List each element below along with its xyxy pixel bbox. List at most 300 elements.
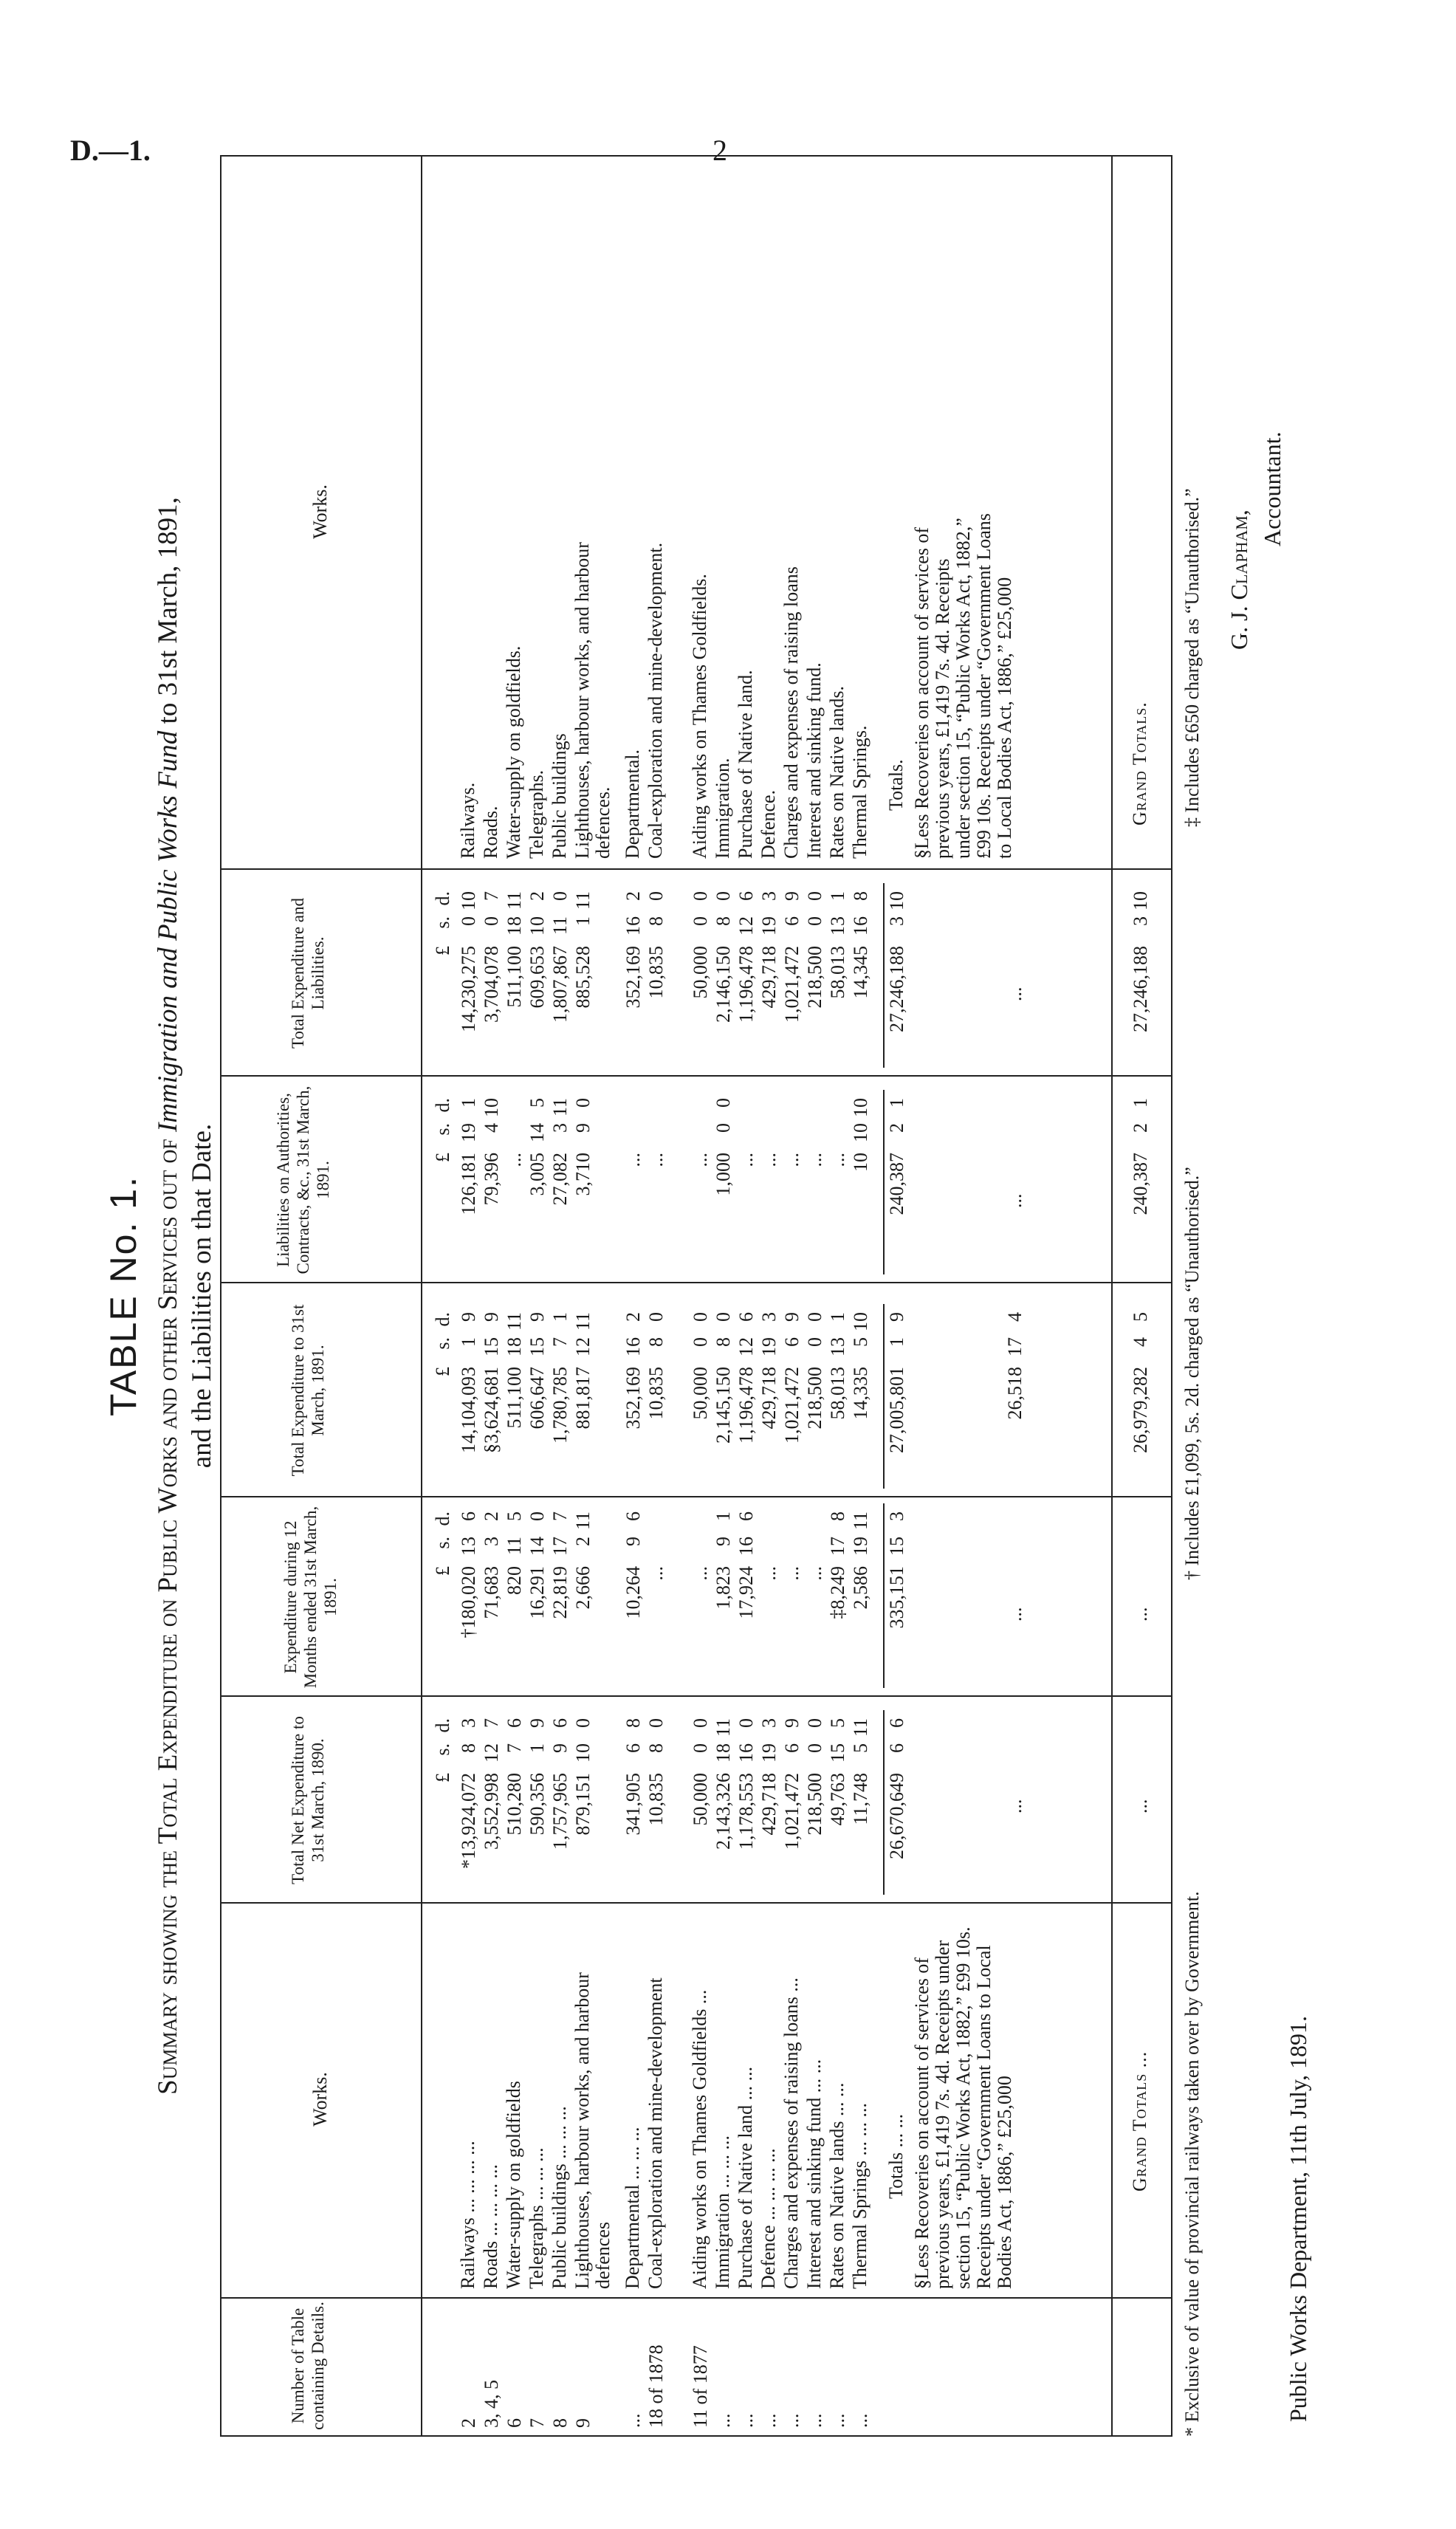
empty-cell-ellipsis: ... [1004, 1799, 1026, 1813]
works-cell: Rates on Native lands ... ... [826, 2082, 848, 2289]
col-divider [222, 1496, 1171, 1497]
amount-pence: 1 [886, 1098, 907, 1108]
amount-shillings: 8 [458, 1743, 479, 1753]
grand-total-liabilities [1130, 891, 1152, 1075]
header-works: Works. [309, 2072, 331, 2127]
total-cell [758, 1312, 780, 1496]
amount-shillings: 6 [622, 1743, 644, 1753]
amount-pounds: 2,586 [850, 1566, 871, 1610]
tl-cell [458, 891, 480, 1075]
caption-line-2: and the Liabilities on that Date. [187, 1123, 217, 1469]
amount-pence: 1 [1130, 1098, 1151, 1108]
header-table-number: Number of Table containing Details. [289, 2302, 327, 2430]
amount-pence: 9 [526, 1718, 548, 1728]
amount-shillings: 0 [712, 1123, 734, 1133]
amount-pence: 0 [526, 1511, 548, 1521]
amount-pounds: 1,000 [712, 1153, 734, 1196]
amount-pence: 6 [735, 1312, 757, 1322]
liab-cell [827, 1098, 849, 1282]
amount-pounds: 429,718 [758, 1773, 780, 1836]
amount-shillings: 11 [504, 1537, 525, 1556]
footnote-double-dagger: ‡ Includes £650 charged as “Unauthorised.” [1181, 488, 1203, 827]
sum-rule [883, 1503, 885, 1688]
rotated-table-page [74, 155, 1418, 2437]
total-cell [804, 1312, 826, 1496]
totals-label: Totals ... ... [885, 2113, 907, 2199]
grand-total [1130, 1312, 1152, 1496]
exp-cell [572, 1511, 594, 1695]
liab-cell [572, 1098, 594, 1282]
exp-cell [481, 1511, 503, 1695]
amount-pence: 10 [458, 891, 479, 910]
works-right-cell: Immigration. [712, 758, 733, 859]
tl-cell [804, 891, 826, 1075]
exp-cell [458, 1511, 480, 1695]
empty-cell-ellipsis: ... [1004, 986, 1026, 1001]
caption-fund-name: Immigration and Public Works Fund [153, 730, 183, 1133]
unit-d: d. [432, 1511, 453, 1526]
amount-shillings: 9 [572, 1123, 594, 1133]
liab-cell [712, 1098, 735, 1282]
table-number-cell: ... [827, 2413, 848, 2428]
amount-shillings: 19 [850, 1537, 871, 1556]
amount-shillings: 5 [850, 1337, 871, 1347]
exp-cell [735, 1511, 758, 1695]
works-cell: Telegraphs ... ... ... [526, 2147, 547, 2289]
amount-shillings: 6 [781, 916, 803, 926]
amount-pence: 11 [572, 891, 594, 910]
amount-pounds: 1,178,553 [735, 1773, 757, 1850]
tl-cell [758, 891, 780, 1075]
amount-pounds: 1,021,472 [781, 1367, 803, 1444]
amount-pence: 1 [549, 1312, 571, 1322]
amount-pence: 5 [504, 1511, 525, 1521]
amount-pounds: 2,666 [572, 1566, 594, 1610]
total-cell [850, 1312, 872, 1496]
amount-pounds: 27,082 [549, 1153, 571, 1206]
amount-shillings: 2 [572, 1537, 594, 1546]
amount-pounds: 50,000 [690, 946, 711, 999]
amount-shillings: 3 [481, 1537, 502, 1546]
amount-pence: 5 [526, 1098, 548, 1108]
totals-liab [886, 1098, 908, 1282]
col-divider [222, 868, 1171, 870]
amount-pence: 0 [690, 1312, 711, 1322]
exp-cell [827, 1511, 849, 1695]
table-number-cell: 6 [504, 2418, 525, 2428]
amount-shillings: 0 [458, 916, 479, 926]
amount-shillings: 1 [572, 916, 594, 926]
amount-pence: 0 [804, 1718, 825, 1728]
table-number-cell: 11 of 1877 [690, 2345, 711, 2428]
amount-shillings: 0 [690, 1337, 711, 1347]
unit-s: s. [432, 1743, 453, 1756]
net-cell [645, 1718, 667, 1902]
sum-rule [883, 1710, 885, 1895]
amount-shillings: 8 [645, 916, 667, 926]
table-number-cell: ... [622, 2413, 644, 2428]
unit-pound: £ [432, 1153, 453, 1162]
amount-pounds: 27,005,801 [886, 1367, 907, 1453]
sum-rule [883, 883, 885, 1068]
amount-pence: 11 [504, 891, 525, 910]
tl-cell [735, 891, 758, 1075]
total-cell [481, 1312, 503, 1496]
tl-cell [712, 891, 735, 1075]
amount-pence: 9 [781, 1718, 803, 1728]
tl-cell [781, 891, 803, 1075]
amount-pence: 1 [458, 1098, 479, 1108]
amount-pounds: 1,823 [712, 1566, 734, 1610]
amount-shillings: 4 [1130, 1337, 1151, 1347]
total-cell [622, 1312, 645, 1496]
unit-s: s. [432, 1537, 453, 1549]
amount-shillings: 3 [549, 1123, 571, 1133]
amount-pounds: ... [645, 1153, 667, 1167]
summary-table [220, 155, 1172, 2437]
total-cell [504, 1312, 526, 1496]
amount-pounds: 352,169 [622, 1367, 644, 1430]
amount-shillings: 19 [758, 1337, 780, 1356]
net-cell [735, 1718, 758, 1902]
amount-shillings: 19 [758, 1743, 780, 1763]
net-cell [504, 1718, 526, 1902]
amount-pounds: 511,100 [504, 946, 525, 1008]
footnote-star: * Exclusive of value of provincial railways taken over by Government. [1181, 1891, 1203, 2437]
total-cell [735, 1312, 758, 1496]
caption-part-b: to 31st March, 1891, [153, 497, 183, 731]
unit-s: s. [432, 916, 453, 929]
exp-cell [645, 1511, 667, 1695]
amount-shillings: 15 [886, 1537, 907, 1556]
total-cell [712, 1312, 735, 1496]
total-cell [458, 1312, 480, 1496]
total-cell [781, 1312, 803, 1496]
amount-pence: 0 [804, 1312, 825, 1322]
amount-pence: 2 [622, 1312, 644, 1322]
amount-pence: 9 [526, 1312, 548, 1322]
table-caption [151, 155, 219, 2437]
currency-unit-labels [432, 1312, 454, 1496]
amount-pence: 0 [712, 891, 734, 901]
works-cell: Purchase of Native land ... ... [735, 2066, 756, 2289]
amount-pounds: 10,835 [645, 946, 667, 999]
amount-pence: 0 [572, 1098, 594, 1108]
amount-pounds: 50,000 [690, 1773, 711, 1826]
amount-shillings: 9 [549, 1743, 571, 1753]
amount-pence: 1 [827, 891, 848, 901]
grand-totals-label: Grand Totals ... [1129, 2051, 1150, 2192]
amount-pounds: 3,710 [572, 1153, 594, 1196]
amount-pence: 6 [549, 1718, 571, 1728]
unit-pound: £ [432, 946, 453, 955]
net-cell [458, 1718, 480, 1902]
tl-cell [549, 891, 571, 1075]
works-right-cell: Departmental. [622, 749, 643, 859]
amount-pence: 0 [572, 1718, 594, 1728]
amount-pence: 0 [690, 891, 711, 901]
amount-pence: 3 [886, 1511, 907, 1521]
amount-pounds: ... [645, 1566, 667, 1581]
header-total-liab: Total Expenditure and Liabilities. [289, 897, 327, 1049]
amount-pence: 11 [549, 1098, 571, 1117]
page-number: 2 [712, 134, 727, 167]
amount-pence: 5 [827, 1718, 848, 1728]
tl-cell [504, 891, 526, 1075]
totals-net [886, 1718, 908, 1902]
exp-cell [690, 1511, 712, 1695]
works-right-cell: Telegraphs. [526, 769, 547, 859]
amount-pounds: 1,757,965 [549, 1773, 571, 1850]
amount-pounds: 335,151 [886, 1566, 907, 1629]
total-cell [572, 1312, 594, 1496]
table-number-cell: 2 [458, 2418, 479, 2428]
amount-shillings: 1 [886, 1337, 907, 1347]
empty-cell-ellipsis: ... [1004, 1607, 1026, 1622]
amount-pence: 10 [481, 1098, 502, 1117]
works-right-cell: Charges and expenses of raising loans [780, 566, 802, 859]
amount-pounds: 879,151 [572, 1773, 594, 1836]
amount-shillings: 17 [1004, 1337, 1026, 1356]
amount-pounds: 218,500 [804, 946, 825, 1009]
table-number-cell: ... [804, 2413, 825, 2428]
amount-shillings: 16 [850, 916, 871, 936]
less-recoveries-amount [1004, 1312, 1026, 1496]
amount-pounds: 511,100 [504, 1367, 525, 1429]
amount-pounds: 58,013 [827, 946, 848, 999]
amount-shillings: 9 [622, 1537, 644, 1546]
table-number-cell: 8 [549, 2418, 571, 2428]
works-cell: Immigration ... ... ... [712, 2135, 733, 2289]
amount-pounds: *13,924,072 [458, 1773, 479, 1869]
amount-pounds: 11,748 [850, 1773, 871, 1825]
amount-shillings: 19 [758, 916, 780, 936]
amount-pence: 6 [735, 1511, 757, 1521]
works-right-cell: Rates on Native lands. [826, 686, 848, 859]
total-cell [827, 1312, 849, 1496]
amount-pence: 8 [622, 1718, 644, 1728]
amount-pounds: 1,021,472 [781, 1773, 803, 1850]
amount-shillings: 8 [712, 1337, 734, 1347]
amount-pounds: ... [758, 1153, 780, 1167]
amount-pounds: 1,021,472 [781, 946, 803, 1023]
amount-pounds: 590,356 [526, 1773, 548, 1836]
table-number-cell: ... [712, 2413, 734, 2428]
amount-pounds: ... [781, 1153, 803, 1167]
amount-pounds: ... [622, 1153, 644, 1167]
tl-cell [690, 891, 712, 1075]
amount-shillings: 0 [481, 916, 502, 926]
amount-pounds: ... [735, 1153, 757, 1167]
table-number-cell: ... [850, 2413, 871, 2428]
empty-cell-ellipsis: ... [1130, 1607, 1151, 1622]
liab-cell [549, 1098, 571, 1282]
totals-tl [886, 891, 908, 1075]
header-rule [421, 157, 422, 2435]
amount-pence: 3 [758, 891, 780, 901]
exp-cell [758, 1511, 780, 1695]
amount-pounds: 14,335 [850, 1367, 871, 1420]
amount-shillings: 2 [886, 1123, 907, 1133]
net-cell [572, 1718, 594, 1902]
table-number-cell: 7 [526, 2418, 548, 2428]
amount-pounds: 22,819 [549, 1566, 571, 1619]
tl-cell [572, 891, 594, 1075]
amount-pounds: 3,005 [526, 1153, 548, 1196]
amount-shillings: 13 [827, 1337, 848, 1356]
amount-pence: 4 [1004, 1312, 1026, 1322]
amount-pounds: 27,246,188 [886, 946, 907, 1032]
amount-shillings: 6 [781, 1743, 803, 1753]
amount-pence: 0 [735, 1718, 757, 1728]
amount-shillings: 16 [735, 1743, 757, 1763]
liab-cell [690, 1098, 712, 1282]
net-cell [481, 1718, 503, 1902]
amount-pence: 0 [645, 1312, 667, 1322]
amount-pounds: §3,624,681 [481, 1367, 502, 1453]
amount-pounds: 17,924 [735, 1566, 757, 1619]
header-liabilities: Liabilities on Authorities, Contracts, &c., 31st March, 1891. [274, 1085, 332, 1274]
works-cell: Departmental ... ... ... [622, 2127, 643, 2289]
works-cell: Lighthouses, harbour works, and harbour defences [571, 1972, 614, 2289]
net-cell [549, 1718, 571, 1902]
amount-pence: 10 [1130, 891, 1151, 910]
amount-pounds: 3,552,998 [481, 1773, 502, 1850]
works-right-cell: Water-supply on goldfields. [503, 645, 524, 859]
amount-shillings: 14 [526, 1537, 548, 1556]
amount-pounds: 71,683 [481, 1566, 502, 1619]
works-right-cell: Coal-exploration and mine-development. [645, 542, 666, 859]
amount-pence: 9 [781, 1312, 803, 1322]
amount-shillings: 8 [645, 1337, 667, 1347]
currency-unit-labels [432, 1511, 454, 1695]
amount-pounds: 2,145,150 [712, 1367, 734, 1444]
amount-shillings: 1 [458, 1337, 479, 1347]
works-cell: Water-supply on goldfields [503, 2081, 524, 2289]
amount-pence: 0 [712, 1098, 734, 1108]
liab-cell [504, 1098, 526, 1282]
amount-shillings: 12 [572, 1337, 594, 1356]
amount-pence: 7 [549, 1511, 571, 1521]
unit-d: d. [432, 1718, 453, 1733]
amount-pounds: 10,835 [645, 1367, 667, 1420]
amount-pounds: ... [758, 1566, 780, 1581]
amount-pence: 9 [481, 1312, 502, 1322]
works-cell: Roads ... ... ... ... [480, 2164, 501, 2289]
table-number-cell: 3, 4, 5 [481, 2380, 502, 2428]
works-right-cell: Interest and sinking fund. [803, 662, 825, 859]
amount-pence: 10 [850, 1312, 871, 1331]
amount-pence: 9 [886, 1312, 907, 1322]
works-cell: Interest and sinking fund ... ... [803, 2059, 825, 2289]
exp-cell [781, 1511, 803, 1695]
unit-s: s. [432, 1123, 453, 1136]
exp-cell [850, 1511, 872, 1695]
tl-cell [481, 891, 503, 1075]
net-cell [712, 1718, 735, 1902]
amount-pounds: 218,500 [804, 1367, 825, 1430]
amount-pounds: 881,817 [572, 1367, 594, 1430]
col-divider [222, 1902, 1171, 1904]
amount-pounds: 820 [504, 1566, 525, 1595]
amount-pounds: 1,780,785 [549, 1367, 571, 1444]
amount-pounds: 2,143,326 [712, 1773, 734, 1850]
amount-pounds: 3,704,078 [481, 946, 502, 1023]
amount-pence: 2 [526, 891, 548, 901]
amount-pence: 6 [735, 891, 757, 901]
net-cell [804, 1718, 826, 1902]
amount-pounds: ... [804, 1566, 825, 1581]
net-cell [690, 1718, 712, 1902]
caption-part-a: Summary showing the Total Expenditure on Public Works and other Services out of [153, 1132, 183, 2095]
amount-pounds: ‡8,249 [827, 1566, 848, 1619]
amount-pounds: 1,196,478 [735, 1367, 757, 1444]
amount-shillings: 3 [1130, 916, 1151, 926]
tl-cell [850, 891, 872, 1075]
works-cell: Coal-exploration and mine-development [645, 1977, 666, 2289]
totals-exp [886, 1511, 908, 1695]
amount-pence: 1 [712, 1511, 734, 1521]
amount-pence: 11 [572, 1312, 594, 1331]
amount-pence: 10 [886, 891, 907, 910]
amount-pounds: ... [690, 1153, 711, 1167]
less-recoveries-text: §Less Recoveries on account of services of previous years, £1,419 7s. 4d. Receipts under section 15, “Public Works Act, 1882,” £99 10s. Receipts under “Government Loans to Local Bodies Act, 1886,” £25,000 [911, 1926, 1015, 2289]
amount-pounds: 50,000 [690, 1367, 711, 1420]
amount-shillings: 10 [572, 1743, 594, 1763]
works-cell: Aiding works on Thames Goldfields ... [689, 1989, 710, 2289]
amount-pounds: 240,387 [1130, 1153, 1151, 1215]
exp-cell [712, 1511, 735, 1695]
amount-shillings: 14 [526, 1123, 548, 1142]
amount-pence: 7 [481, 1718, 502, 1728]
amount-pounds: 79,396 [481, 1153, 502, 1206]
amount-pence: 6 [504, 1718, 525, 1728]
amount-shillings: 12 [735, 916, 757, 936]
amount-pence: 3 [758, 1718, 780, 1728]
works-cell: Public buildings ... ... ... [549, 2106, 570, 2289]
amount-pence: 11 [850, 1718, 871, 1737]
amount-pence: 0 [804, 891, 825, 901]
amount-pence: 0 [549, 891, 571, 901]
currency-unit-labels [432, 1718, 454, 1902]
currency-unit-labels [432, 891, 454, 1075]
amount-shillings: 10 [850, 1123, 871, 1142]
amount-pounds: 26,979,282 [1130, 1367, 1151, 1453]
liab-cell [781, 1098, 803, 1282]
net-cell [781, 1718, 803, 1902]
amount-pounds: 1,807,867 [549, 946, 571, 1023]
works-right-cell: Public buildings [549, 733, 570, 859]
tl-cell [526, 891, 549, 1075]
amount-shillings: 6 [886, 1743, 907, 1753]
amount-pounds: 429,718 [758, 946, 780, 1009]
document-reference: D.—1. [70, 134, 151, 167]
amount-pounds: †180,020 [458, 1566, 479, 1638]
amount-pence: 11 [504, 1312, 525, 1331]
liab-cell [850, 1098, 872, 1282]
works-cell: Thermal Springs ... ... ... [849, 2102, 870, 2289]
amount-pounds: 26,518 [1004, 1367, 1026, 1420]
amount-pence: 6 [458, 1511, 479, 1521]
totals-total [886, 1312, 908, 1496]
table-number-cell: ... [781, 2413, 803, 2428]
grand-rule [1111, 157, 1113, 2435]
amount-pence: 3 [458, 1718, 479, 1728]
table-number-cell: ... [758, 2413, 780, 2428]
amount-pence: 6 [622, 1511, 644, 1521]
unit-pound: £ [432, 1566, 453, 1576]
amount-pence: 0 [690, 1718, 711, 1728]
